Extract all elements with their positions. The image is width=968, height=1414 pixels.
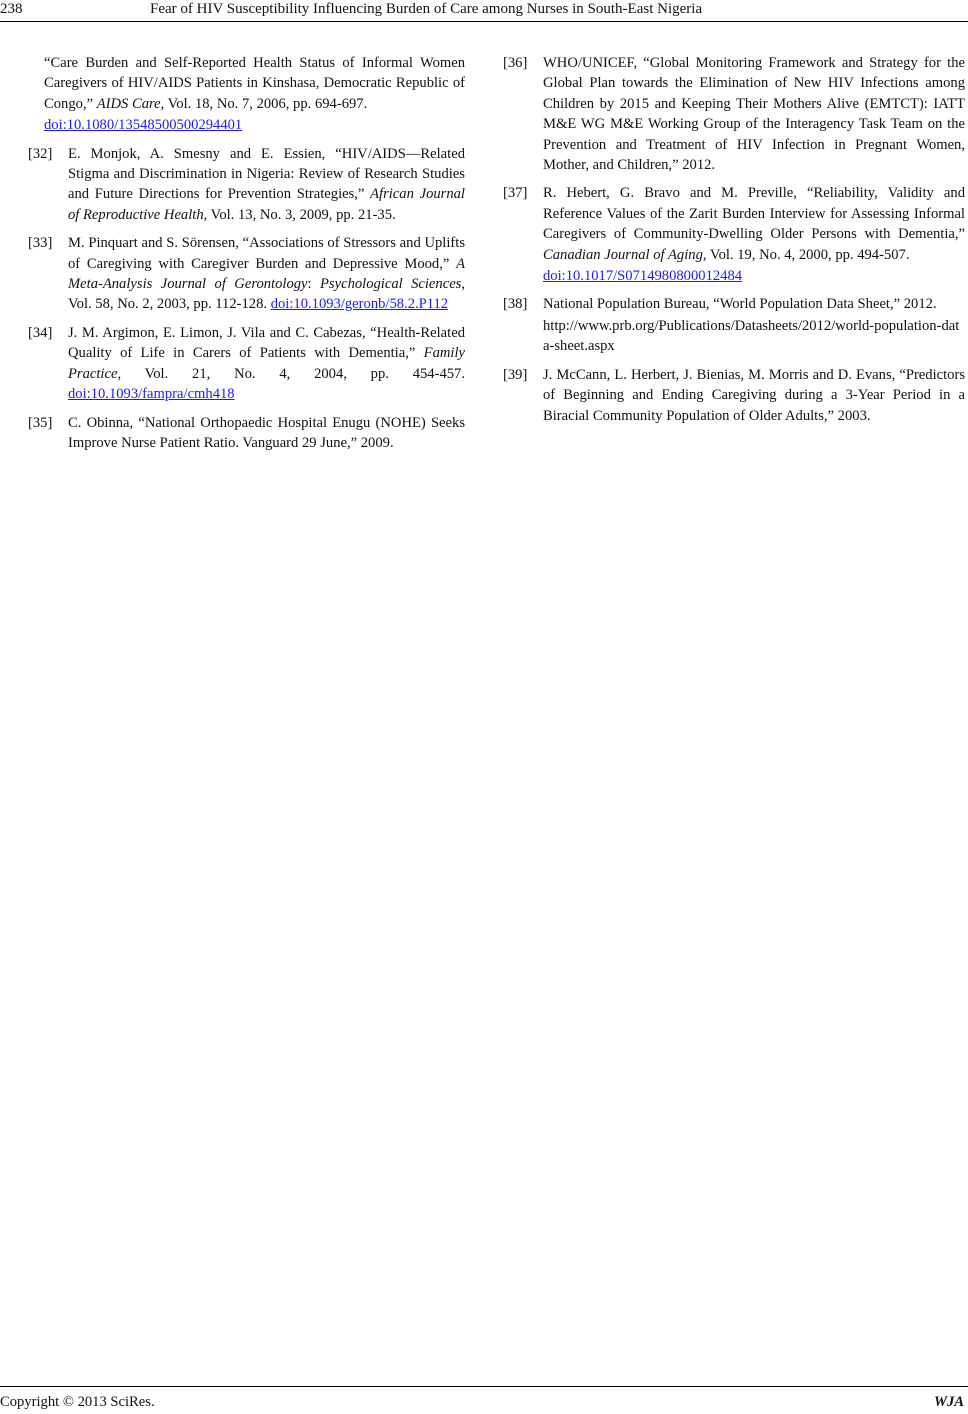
doi-link[interactable]: doi:10.1080/13548500500294401 [44,117,243,134]
doi-link[interactable]: doi:10.1093/fampra/cmh418 [68,386,235,403]
reference-journal-title: African Journal of Reproductive Health [68,186,465,223]
reference-journal-title: Family Practice [68,345,465,382]
reference-item [503,294,965,356]
reference-text-segment: J. M. Argimon, E. Limon, J. Vila and C. Cabezas, “Health-Related Quality of Life in Carers of Patients with Dementia,” [68,324,465,362]
reference-text-segment: , Vol. 21, No. 4, 2004, pp. 454-457. [117,365,465,382]
reference-text-segment: WHO/UNICEF, “Global Monitoring Framework and Strategy for the Global Plan towards the Elimination of New HIV Infections among Children by 2015 and Keeping Their Mothers Alive (EMTCT): IATT M&E WG M&E Working Group of the Interagency Task Team on the Prevention and Treatment of HIV Infection in Pregnant Women, Mother, and Children,” 2012. [543,55,965,174]
reference-text [68,323,465,405]
reference-item [503,53,965,175]
doi-link[interactable]: doi:10.1017/S0714980800012484 [543,268,743,285]
reference-text [543,53,965,175]
reference-number: [33] [28,235,53,252]
reference-number: [38] [503,296,528,313]
reference-item [28,413,465,454]
references-right-column [503,53,965,434]
reference-item [28,323,465,405]
reference-text-segment: E. Monjok, A. Smesny and E. Essien, “HIV/AIDS—Related Stigma and Discrimination in Nigeria: Review of Research Studies and Future Directions for Prevention Strategies,” [68,145,465,203]
reference-text-segment: , Vol. 19, No. 4, 2000, pp. 494-507. [702,246,910,263]
reference-text [543,365,965,426]
running-title: Fear of HIV Susceptibility Influencing Burden of Care among Nurses in South-East Nigeria [150,1,703,17]
reference-url[interactable]: http://www.prb.org/Publications/Datasheets/2012/world-population-data-sheet.aspx [543,317,960,355]
reference-number: [32] [28,145,53,162]
reference-number: [39] [503,366,528,383]
reference-text-segment: J. McCann, L. Herbert, J. Bienias, M. Morris and D. Evans, “Predictors of Beginning and Ending Caregiving during a 3-Year Period in a Biracial Community Population of Older Adults,” 2003. [543,366,965,424]
reference-number: [37] [503,185,528,202]
footer-divider [0,1386,968,1387]
reference-number: [36] [503,55,528,71]
header-divider [0,21,968,22]
reference-item [503,183,965,286]
copyright-notice: Copyright © 2013 SciRes. [0,1394,155,1410]
reference-text [44,53,465,114]
reference-text-segment: : [307,276,321,293]
reference-text-segment: , Vol. 58, No. 2, 2003, pp. 112-128. [68,276,466,313]
reference-text [68,233,465,315]
reference-journal-title: AIDS Care [96,95,161,112]
page-footer [0,1386,968,1414]
reference-text [543,183,965,265]
doi-link[interactable]: doi:10.1093/geronb/58.2.P112 [270,296,449,313]
references-left-column [28,53,465,461]
reference-text-segment: “Care Burden and Self-Reported Health Status of Informal Women Caregivers of HIV/AIDS Patients in Kinshasa, Democratic Republic of Congo,” [44,55,465,112]
reference-text-segment: M. Pinquart and S. Sörensen, “Associations of Stressors and Uplifts of Caregiving with Caregiver Burden and Depressive Mood,” [68,235,465,272]
page-number: 238 [0,1,23,17]
page-header [0,0,968,22]
reference-text [68,413,465,454]
reference-item [28,233,465,315]
reference-text [68,144,465,226]
reference-text-segment: R. Hebert, G. Bravo and M. Preville, “Reliability, Validity and Reference Values of the Zarit Burden Interview for Assessing Informal Caregivers of Community-Dwelling Older Persons with Dementia,” [543,185,965,243]
journal-abbreviation: WJA [933,1394,964,1410]
reference-text-segment: , Vol. 13, No. 3, 2009, pp. 21-35. [203,206,396,223]
reference-number: [34] [28,324,53,341]
reference-item [503,365,965,426]
reference-text-segment: National Population Bureau, “World Population Data Sheet,” 2012. [543,296,937,313]
reference-journal-title: A Meta-Analysis Journal of Gerontology [68,255,465,293]
reference-journal-title: Psychological Sciences [320,276,462,293]
reference-text-segment: , Vol. 18, No. 7, 2006, pp. 694-697. [160,95,368,112]
reference-number: [35] [28,414,53,431]
reference-journal-title: Canadian Journal of Aging [543,246,703,263]
reference-text-segment: C. Obinna, “National Orthopaedic Hospital Enugu (NOHE) Seeks Improve Nurse Patient Ratio. Vanguard 29 June,” 2009. [68,414,465,451]
reference-item [28,144,465,226]
reference-item [28,53,465,136]
reference-text [543,294,965,314]
